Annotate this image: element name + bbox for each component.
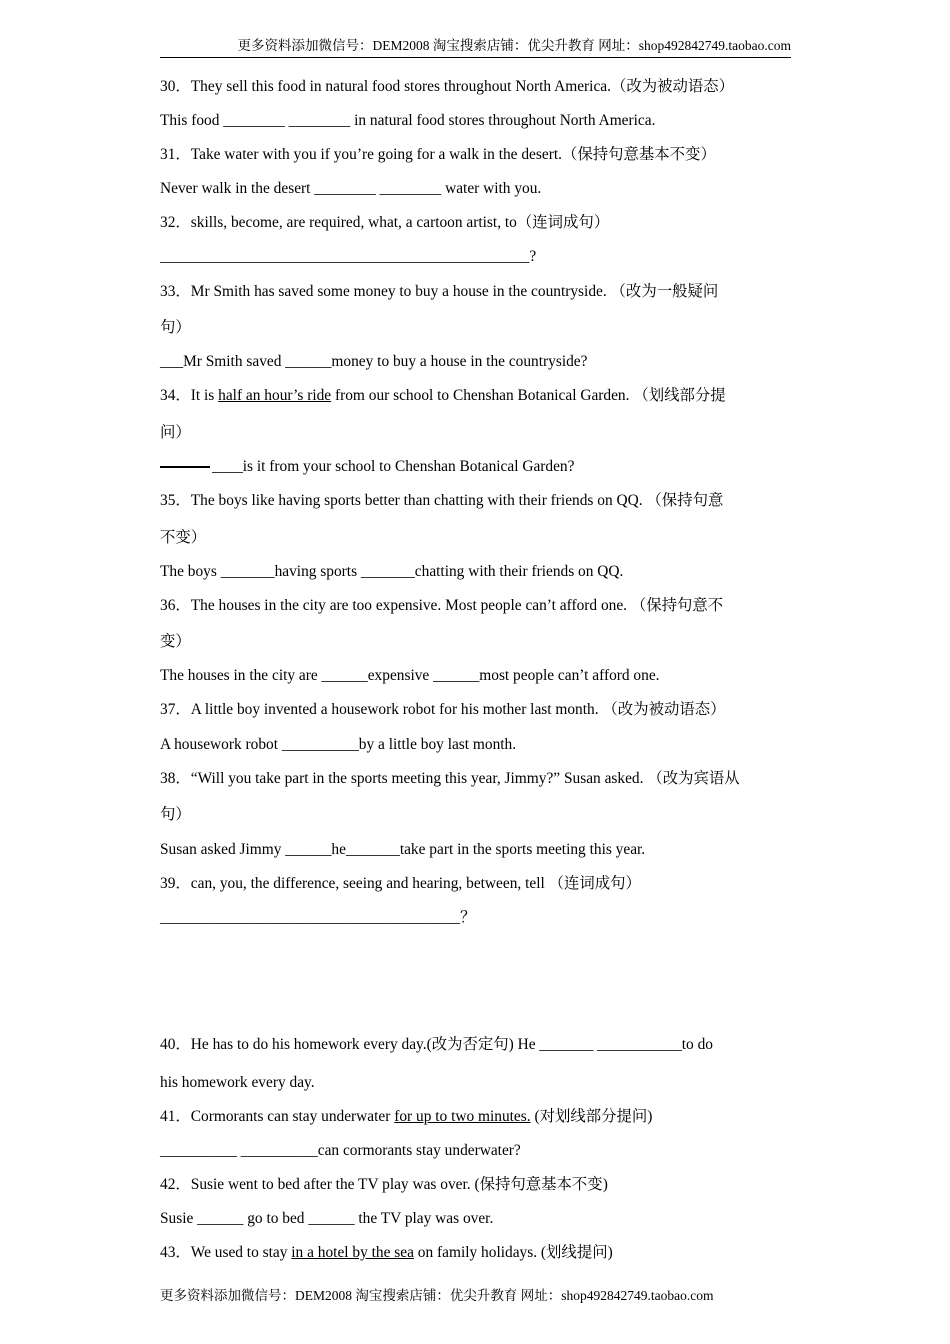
page-footer: 更多资料添加微信号：DEM2008 淘宝搜索店铺：优尖升教育 网址：shop492842749.taobao.com [160,1288,714,1303]
question-34-prompt-before: 34．It is [160,387,219,404]
question-34-underlined: half an hour’s ride [218,387,332,404]
question-43-prompt-before: 43．We used to stay [160,1244,292,1261]
question-35-prompt-cont: 不变） [160,529,207,546]
question-36-prompt: 36．The houses in the city are too expensive. Most people can’t afford one. （保持句意不 [160,597,724,614]
question-32-prompt: 32．skills, become, are required, what, a cartoon artist, to（连词成句） [160,214,610,231]
answer-dash [160,466,210,468]
question-37-answer: A housework robot __________by a little boy last month. [160,736,517,753]
question-34-answer: ____is it from your school to Chenshan Botanical Garden? [212,458,575,475]
question-38-prompt: 38．“Will you take part in the sports meeting this year, Jimmy?” Susan asked. （改为宾语从 [160,770,740,787]
question-39-prompt: 39．can, you, the difference, seeing and hearing, between, tell （连词成句） [160,875,641,892]
question-34-prompt-after: from our school to Chenshan Botanical Garden. （划线部分提 [331,387,726,404]
question-41-prompt-after: (对划线部分提问) [530,1108,653,1125]
question-41-answer: __________ __________can cormorants stay underwater? [160,1142,521,1159]
page-header: 更多资料添加微信号：DEM2008 淘宝搜索店铺：优尖升教育 网址：shop492842749.taobao.com [160,36,791,58]
question-34-prompt-cont: 问） [160,424,191,441]
question-34-answer-line [160,456,574,478]
question-33-prompt-cont: 句） [160,319,191,336]
question-43-prompt-after: on family holidays. (划线提问) [413,1244,613,1261]
question-34-prompt [160,385,726,407]
question-38-answer: Susan asked Jimmy ______he_______take part in the sports meeting this year. [160,841,646,858]
question-33-prompt: 33．Mr Smith has saved some money to buy a house in the countryside. （改为一般疑问 [160,283,719,300]
question-32-answer: ________________________________________________? [160,248,537,265]
question-37-prompt: 37．A little boy invented a housework robot for his mother last month. （改为被动语态） [160,701,726,718]
question-33-answer: ___Mr Smith saved ______money to buy a house in the countryside? [160,353,588,370]
question-31-prompt: 31．Take water with you if you’re going for a walk in the desert.（保持句意基本不变） [160,146,716,163]
question-39-answer: _______________________________________？ [160,909,476,926]
question-36-answer: The houses in the city are ______expensive ______most people can’t afford one. [160,667,660,684]
question-38-prompt-cont: 句） [160,806,191,823]
question-42-prompt: 42．Susie went to bed after the TV play was over. (保持句意基本不变) [160,1176,608,1193]
question-41-prompt [160,1106,652,1128]
question-30-prompt: 30．They sell this food in natural food stores throughout North America.（改为被动语态） [160,78,735,95]
question-43-underlined: in a hotel by the sea [291,1244,414,1261]
question-42-answer: Susie ______ go to bed ______ the TV play was over. [160,1210,494,1227]
question-41-prompt-before: 41．Cormorants can stay underwater [160,1108,395,1125]
question-31-answer: Never walk in the desert ________ ________ water with you. [160,180,542,197]
question-35-answer: The boys _______having sports _______chatting with their friends on QQ. [160,563,624,580]
question-43-prompt [160,1242,613,1264]
question-30-answer: This food ________ ________ in natural food stores throughout North America. [160,112,656,129]
question-40-prompt: 40．He has to do his homework every day.(改为否定句) He _______ ___________to do [160,1036,713,1053]
question-35-prompt: 35．The boys like having sports better than chatting with their friends on QQ. （保持句意 [160,492,724,509]
question-36-prompt-cont: 变） [160,633,191,650]
question-40-prompt-cont: his homework every day. [160,1074,315,1091]
question-41-underlined: for up to two minutes. [394,1108,531,1125]
